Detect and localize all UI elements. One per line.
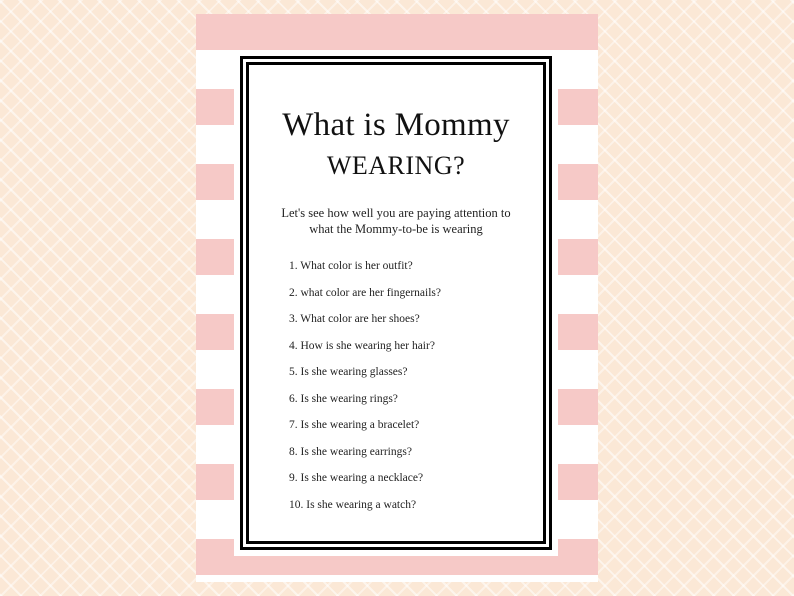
- content-frame: [240, 56, 552, 550]
- question-item: 6. Is she wearing rings?: [289, 392, 398, 405]
- question-item: 9. Is she wearing a necklace?: [289, 472, 424, 484]
- title-line-2: WEARING?: [326, 151, 466, 180]
- intro-text: [269, 205, 523, 237]
- question-item: 2. what color are her fingernails?: [289, 286, 441, 299]
- game-card: [196, 14, 598, 582]
- content-panel: [246, 62, 546, 544]
- question-item: 8. Is she wearing earrings?: [289, 445, 412, 458]
- intro-line-1: Let's see how well you are paying attention to: [281, 206, 511, 220]
- question-item: 5. Is she wearing glasses?: [289, 366, 408, 378]
- question-item: 3. What color are her shoes?: [289, 313, 420, 325]
- question-list: [289, 260, 441, 525]
- question-item: 10. Is she wearing a watch?: [289, 498, 417, 511]
- question-item: 1. What color is her outfit?: [289, 260, 413, 272]
- intro-line-2: what the Mommy-to-be is wearing: [309, 222, 483, 236]
- title-line-1: What is Mommy: [282, 107, 510, 143]
- question-item: 4. How is she wearing her hair?: [289, 339, 435, 352]
- question-item: 7. Is she wearing a bracelet?: [289, 419, 420, 431]
